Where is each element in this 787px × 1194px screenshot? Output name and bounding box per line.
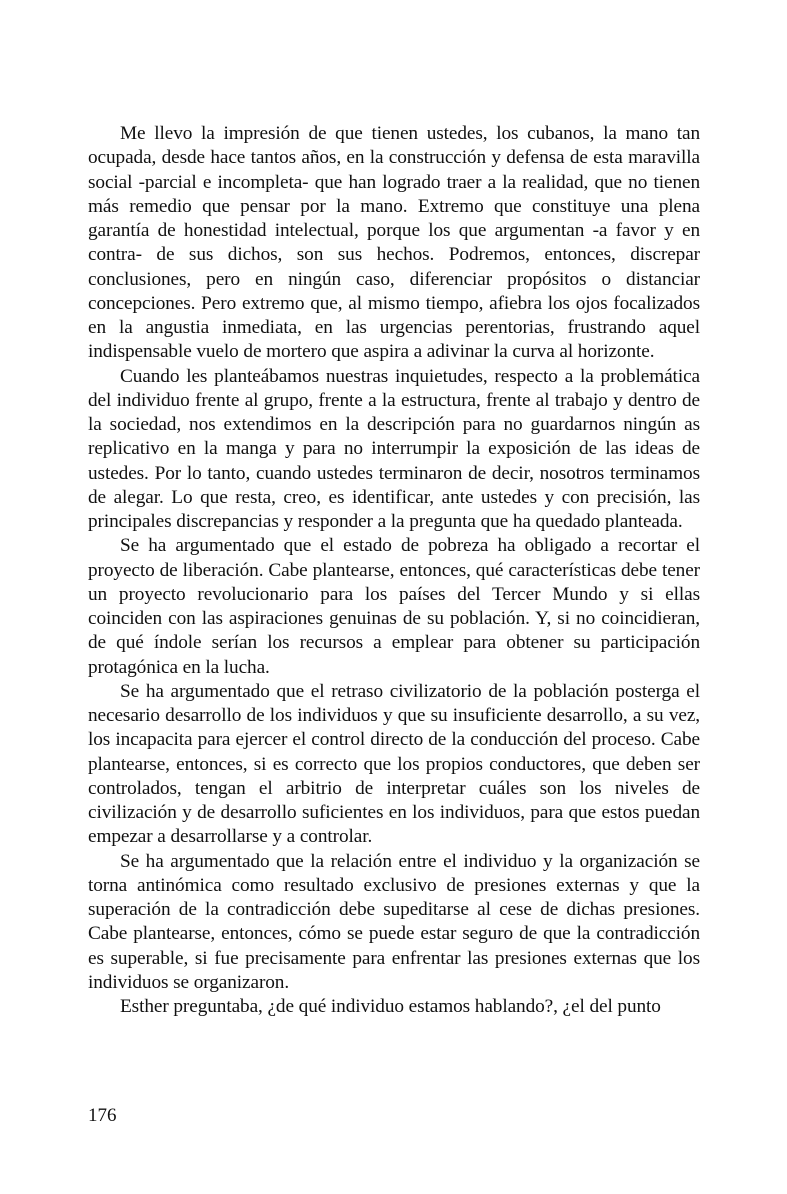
paragraph-3: Se ha argumentado que el estado de pobreza ha obligado a recortar el proyecto de liberación. Cabe plantearse, entonces, qué características debe tener un proyecto revolucionario para los países del Tercer Mundo y si ellas coinciden con las aspiraciones genuinas de su población. Y, si no coincidieran, de qué índole serían los recursos a emplear para obtener su participación protagónica en la lucha. [88, 535, 700, 678]
paragraph-4: Se ha argumentado que el retraso civilizatorio de la población posterga el necesario desarrollo de los individuos y que su insuficiente desarrollo, a su vez, los incapacita para ejercer el control directo de la conducción del proceso. Cabe plantearse, entonces, si es correcto que los propios conductores, que deben ser controlados, tengan el arbitrio de interpretar cuáles son los niveles de civilización y de desarrollo suficientes en los individuos, para que estos puedan empezar a desarrollarse y a controlar. [88, 680, 700, 848]
paragraph-2: Cuando les planteábamos nuestras inquietudes, respecto a la problemática del individuo frente al grupo, frente a la estructura, frente al trabajo y dentro de la sociedad, nos extendimos en la descripción para no guardarnos ningún as replicativo en la manga y para no interrumpir la exposición de las ideas de ustedes. Por lo tanto, cuando ustedes terminaron de decir, nosotros terminamos de alegar. Lo que resta, creo, es identificar, ante ustedes y con precisión, las principales discrepancias y responder a la pregunta que ha quedado planteada. [88, 365, 700, 532]
body-text [88, 122, 700, 1019]
paragraph-5: Se ha argumentado que la relación entre el individuo y la organización se torna antinómica como resultado exclusivo de presiones externas y que la superación de la contradicción debe supeditarse al cese de dichas presiones. Cabe plantearse, entonces, cómo se puede estar seguro de que la contradicción es superable, si fue precisamente para enfrentar las presiones externas que los individuos se organizaron. [88, 850, 700, 993]
paragraph-6: Esther preguntaba, ¿de qué individuo estamos hablando?, ¿el del punto [120, 996, 661, 1017]
page-number: 176 [88, 1105, 117, 1126]
paragraph-1: Me llevo la impresión de que tienen ustedes, los cubanos, la mano tan ocupada, desde hace tantos años, en la construcción y defensa de esta maravilla social -parcial e incompleta- que han logrado traer a la realidad, que no tienen más remedio que pensar por la mano. Extremo que constituye una plena garantía de honestidad intelectual, porque los que argumentan -a favor y en contra- de sus dichos, son sus hechos. Podremos, entonces, discrepar conclusiones, pero en ningún caso, diferenciar propósitos o distanciar concepciones. Pero extremo que, al mismo tiempo, afiebra los ojos focalizados en la angustia inmediata, en las urgencias perentorias, frustrando aquel indispensable vuelo de mortero que aspira a adivinar la curva al horizonte. [88, 123, 700, 363]
